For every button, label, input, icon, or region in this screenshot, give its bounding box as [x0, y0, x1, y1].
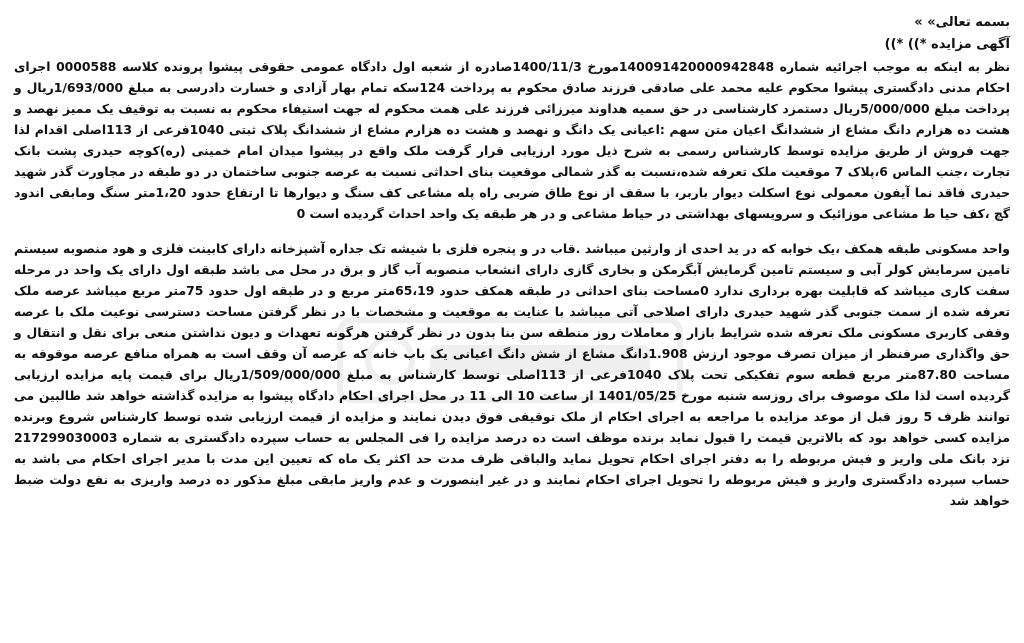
- paragraph-divider: [14, 224, 1010, 238]
- basmala-heading: بسمه تعالی» »: [914, 15, 1010, 30]
- notice-paragraph-1: نظر به اینکه به موجب اجرائیه شماره 140091420000942848مورخ 1400/11/3صادره از شعبه اول دادگاه عمومی حقوقی پیشوا پرونده کلاسه 0000588 اجرای احکام مدنی دادگستری پیشوا محکوم علیه محمد علی صادقی فرزند صادق محکوم به پرداخت 124سکه تمام بهار آزادی و خسارت دادرسی به مبلغ 1/693/000ریال و پرداخت مبلغ 5/000/000ریال دستمزد کارشناسی در حق سمیه هداوند میرزائی فرزند علی همت محکوم له جهت استیفاء محکوم به نسبت به توقیف یک ممیز نهصد و هشت ده هزارم دانگ مشاع از ششدانگ اعیان متن سهم :اعیانی یک دانگ و نهصد و هشت ده هزارم مشاع از ششدانگ پلاک ثبتی 1040فرعی از 113اصلی اقدام لذا جهت فروش از طریق مزایده توسط کارشناس رسمی به شرح ذیل مورد ارزیابی قرار گرفت ملک واقع در پیشوا میدان امام خمینی (ره)کوچه حیدری پشت بانک تجارت ،جنب الماس 6،پلاک 7 موقعیت ملک تعرفه شده،نسبت به گذر شمالی موقعیت بنای احداثی نسبت به عرصه جنوبی ساختمان در دو طبقه در مجاورت گذر شهید حیدری فاقد نما آیفون معمولی نوع اسکلت دیوار باربر، با سقف از نوع طاق ضربی راه پله مشاعی کف سنگ و دیوارها تا ارتفاع حدود 1،20متر سنگ ومابقی اندود گچ ،کف حیا ط مشاعی موزائیک و سرویسهای بهداشتی در حیاط مشاعی و در هر طبقه یک واحد احداث گردیده است 0: [14, 59, 1010, 221]
- notice-paragraph-2: واحد مسکونی طبقه همکف ،یک خوابه که در ید احدی از وارثین میباشد .قاب در و پنجره فلزی با شیشه تک جداره آشپزخانه دارای کابینت فلزی و هود منصوبه سیستم تامین سرمایش کولر آبی و سیستم تامین گرمایش آبگرمکن و بخاری گازی دارای انشعاب منصوبه آب گاز و برق در محل می باشد طبقه اول دارای یک واحد در مرحله سفت کاری میباشد که قابلیت بهره برداری ندارد 0مساحت بنای احداثی در طبقه همکف حدود 65،19متر مربع و در طبقه اول حدود 75متر مربع میباشد عرصه ملک تعرفه شده از سمت جنوبی گذر شهید حیدری دارای اصلاحی آتی میباشد با عنایت به موقعیت و مشخصات با در نظر گرفتن مساحت دسترسی نوعیت ملک با عرصه وقفی کاربری مسکونی ملک تعرفه شده شرایط بازار و معاملات روز منطقه سن بنا بدون در نظر گرفتن هرگونه تعهدات و دیون نداشتن منعی برای نقل و انتقال و حق واگذاری صرفنظر از میزان تصرف موجود ارزش 1.908دانگ مشاع از شش دانگ اعیانی یک باب خانه که عرصه آن وقف است به همراه منافع عرصه موقوفه به مساحت 87.80متر مربع قطعه سوم تفکیکی تحت پلاک 1040فرعی از 113اصلی توسط کارشناس به مبلغ 1/509/000/000ریال برای قیمت پایه مزایده ارزیابی گردیده است لذا ملک موصوف برای روزسه شنبه مورخ 1401/05/25 از ساعت 10 الی 11 در محل اجرای احکام دادگاه پیشوا به مزایده گذاشته خواهد شد طالبین می توانند ظرف 5 روز قبل از موعد مزایده با مراجعه به اجرای احکام از ملک توقیفی فوق دیدن نمایند و مزایده از قیمت ارزیابی شده توسط کارشناس شروع وبرنده مزایده کسی خواهد بود که بالاترین قیمت را قبول نماید برنده موظف است ده درصد مزایده را فی المجلس به حساب سپرده دادگستری به شماره 217299030003 نزد بانک ملی واریز و فیش مربوطه را به دفتر اجرای احکام تحویل نماید والباقی ظرف مدت حد اکثر یک ماه که تعیین این مدت با مدیر اجرای احکام می باشد به حساب سپرده دادگستری واریز و فیش مربوطه را تحویل اجرای احکام نمایند و در غیر اینصورت و عدم واریز مابقی مبلغ مذکور ده درصد واریزی به نفع دولت ضبط خواهد شد: [14, 241, 1010, 508]
- notice-title: آگهی مزایده *)) *)): [884, 37, 1010, 52]
